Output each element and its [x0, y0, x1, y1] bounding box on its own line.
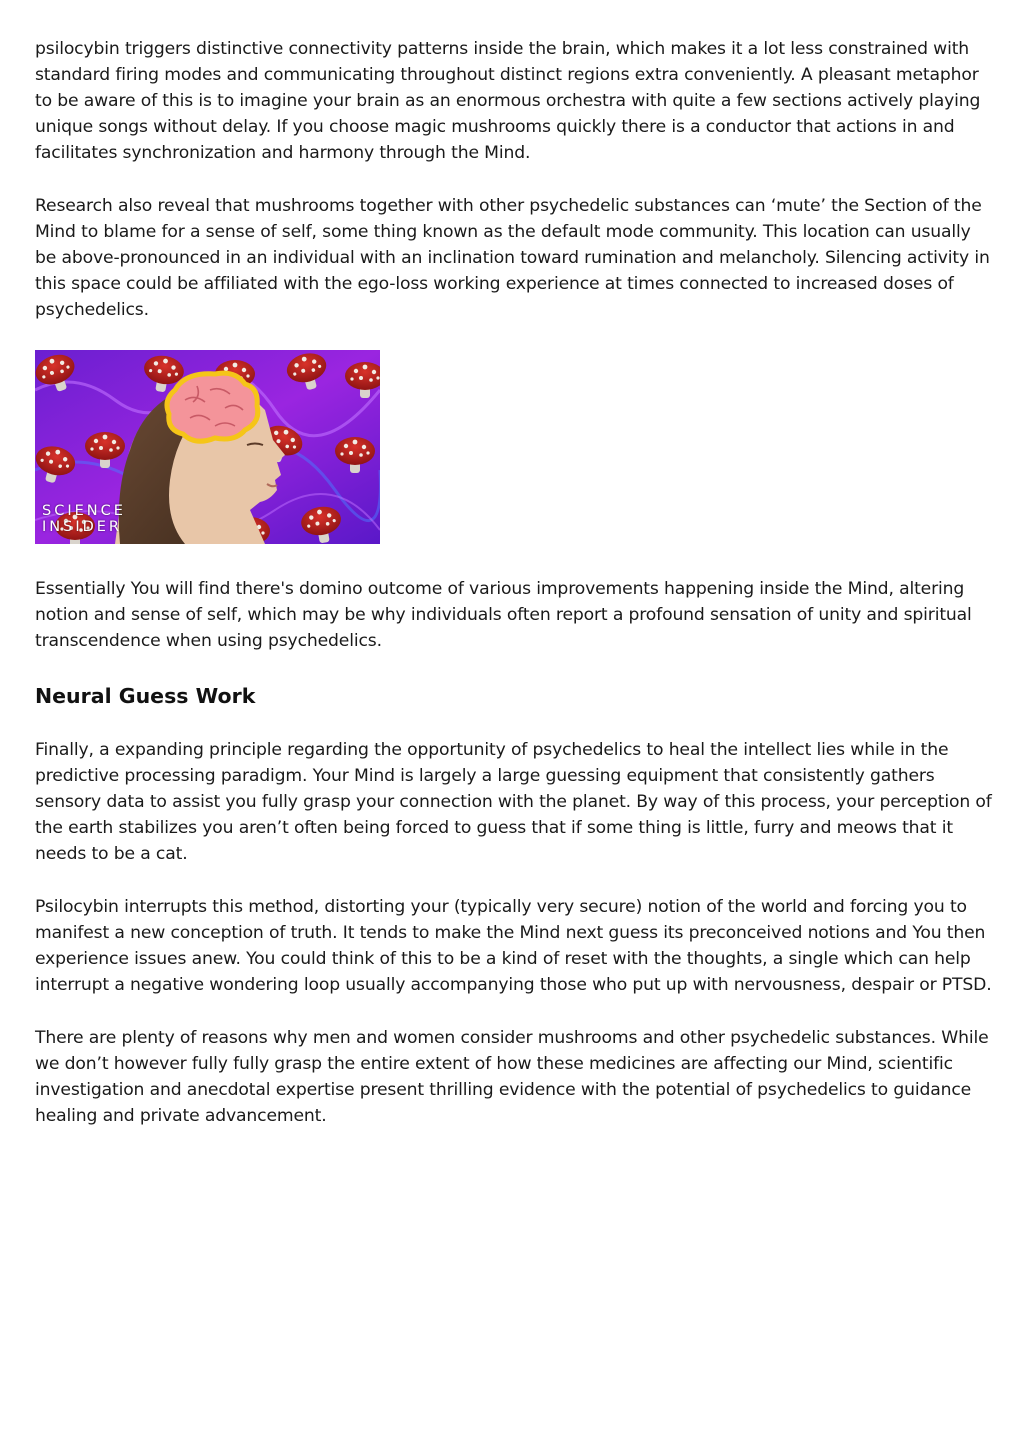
section-heading: Neural Guess Work [35, 684, 256, 708]
paragraph-connectivity: psilocybin triggers distinctive connectivity patterns inside the brain, which makes it a lot less constrained with standard firing modes and communicating throughout distinct regions extra conveniently. A pleasant metaphor to be aware of this is to imagine your brain as an enormous orchestra with quite a few sections actively playing unique songs without delay. If you choose magic mushrooms quickly there is a conductor that actions in and facilitates synchronization and harmony through the Mind. [35, 39, 981, 163]
paragraph-psilocybin-reset: Psilocybin interrupts this method, distorting your (typically very secure) notion of the world and forcing you to manifest a new conception of truth. It tends to make the Mind next guess its preconceived notions and You then experience issues anew. You could think of this to be a kind of reset with the thoughts, a single which can help interrupt a negative wondering loop usually accompanying those who put up with nervousness, despair or PTSD. [35, 897, 992, 995]
article-image [35, 350, 380, 544]
article-body [35, 36, 995, 1156]
logo-line-insider: INSIDER [42, 519, 123, 535]
logo-line-science: SCIENCE [42, 503, 126, 519]
science-insider-logo [42, 503, 126, 535]
paragraph-default-mode: Research also reveal that mushrooms together with other psychedelic substances can ‘mute’ the Section of the Mind to blame for a sense of self, some thing known as the default mode community. This location can usually be above-pronounced in an individual with an inclination toward rumination and melancholy. Silencing activity in this space could be affiliated with the ego-loss working experience at times connected to increased doses of psychedelics. [35, 196, 990, 320]
paragraph-predictive-processing: Finally, a expanding principle regarding the opportunity of psychedelics to heal the intellect lies while in the predictive processing paradigm. Your Mind is largely a large guessing equipment that consistently gathers sensory data to assist you fully grasp your connection with the planet. By way of this process, your perception of the earth stabilizes you aren’t often being forced to guess that if some thing is little, furry and meows that it needs to be a cat. [35, 740, 992, 864]
paragraph-domino-effect: Essentially You will find there's domino outcome of various improvements happening inside the Mind, altering notion and sense of self, which may be why individuals often report a profound sensation of unity and spiritual transcendence when using psychedelics. [35, 579, 972, 651]
paragraph-conclusion: There are plenty of reasons why men and women consider mushrooms and other psychedelic substances. While we don’t however fully fully grasp the entire extent of how these medicines are affecting our Mind, scientific investigation and anecdotal expertise present thrilling evidence with the potential of psychedelics to guidance healing and private advancement. [35, 1028, 989, 1126]
